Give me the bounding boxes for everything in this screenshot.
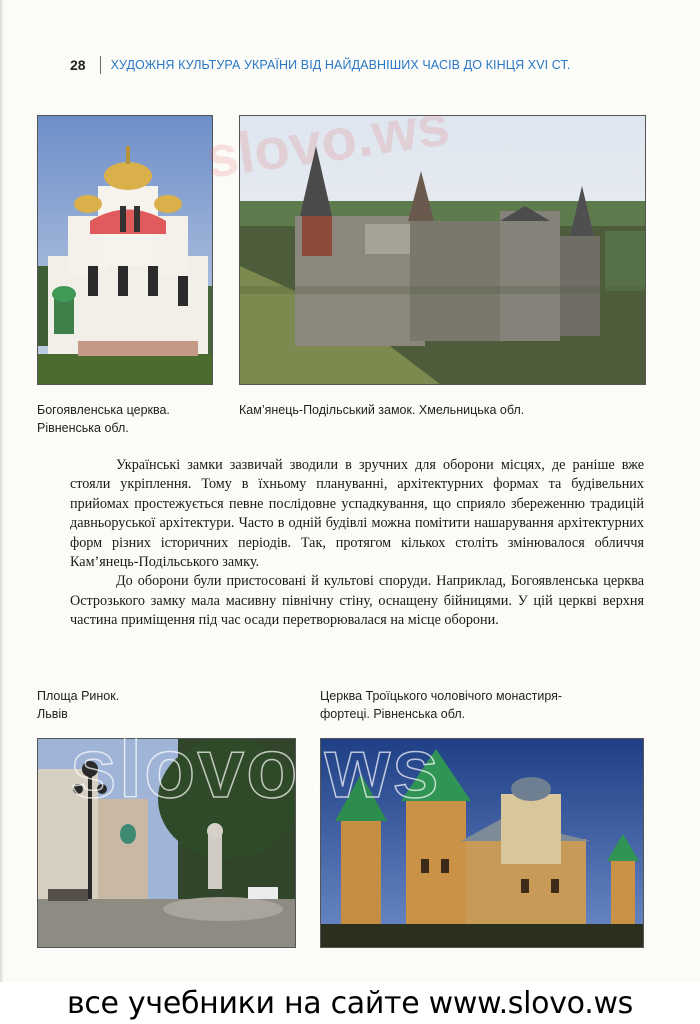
church-epiphany-photo [37, 115, 213, 385]
trinity-monastery-caption-line1: Церква Троїцького чоловічого монастиря- [320, 689, 563, 703]
castle-photo-icon [240, 116, 645, 384]
page-gutter-shadow [0, 0, 4, 1024]
trinity-monastery-caption-line2: фортеці. Рівненська обл. [320, 707, 466, 721]
trinity-monastery-photo [320, 738, 644, 948]
church-epiphany-caption-line1: Богоявленська церква. [37, 403, 170, 417]
body-text [70, 456, 644, 631]
kamianets-castle-caption: Кам’янець-Подільський замок. Хмельницька обл. [239, 403, 525, 417]
square-photo-icon [38, 739, 295, 947]
market-square-caption-line1: Площа Ринок. [37, 689, 120, 703]
header-title: ХУДОЖНЯ КУЛЬТУРА УКРАЇНИ ВІД НАЙДАВНІШИХ ЧАСІВ ДО КІНЦЯ XVI СТ. [110, 58, 571, 72]
market-square-caption [37, 687, 237, 723]
kamianets-castle-photo [239, 115, 646, 385]
church-photo-icon [38, 116, 212, 384]
running-header [70, 54, 670, 76]
church-epiphany-caption-line2: Рівненська обл. [37, 421, 129, 435]
trinity-monastery-caption [320, 687, 650, 723]
paragraph-1: Українські замки зазвичай зводили в зручних для оборони місцях, де раніше вже стояли укріплення. Тому в їхньому плануванні, архітектурних формах та будівельних прийомах простежується певне послідовне успадкування, що сприяло збереженню традицій давньоруської архітектури. Часто в одній будівлі можна помітити нашарування архітектурних форм різних історичних періодів. Так, протягом кількох століть змінювалося обличчя Кам’янець-Подільського замку. [70, 457, 644, 571]
header-divider [100, 56, 101, 74]
footer-banner [0, 982, 700, 1024]
footer-text: все учебники на сайте www.slovo.ws [66, 985, 634, 1021]
page-number: 28 [70, 57, 86, 73]
church-epiphany-caption [37, 401, 227, 437]
market-square-caption-line2: Львів [37, 707, 68, 721]
monastery-photo-icon [321, 739, 643, 947]
paragraph-2: До оборони були пристосовані й культові споруди. Наприклад, Богоявленська церква Острозького замку мала масивну північну стіну, оснащену бійницями. У цій церкві верхня частина приміщення під час осади перетворювалася на місце оборони. [70, 573, 644, 629]
market-square-photo [37, 738, 296, 948]
